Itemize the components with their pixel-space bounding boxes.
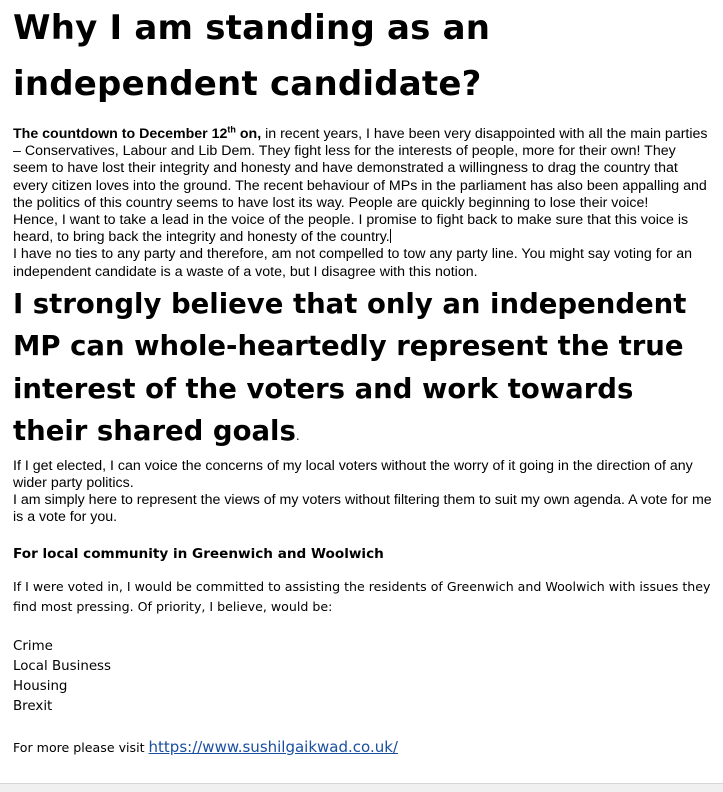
status-bar <box>0 783 723 792</box>
statement-heading: I strongly believe that only an independent MP can whole-heartedly represent the true interest of the voters and work towards their shared goals. <box>13 287 687 448</box>
paragraph-represent: I am simply here to represent the views of my voters without filtering them to suit my own agenda. A vote for me is a vote for you. <box>13 492 712 526</box>
title-line-1: Why I am standing as an <box>13 8 491 48</box>
intro-paragraph <box>13 126 713 212</box>
paragraph-if-elected: If I get elected, I can voice the concerns of my local voters without the worry of it going in the direction of any wider party politics. <box>13 457 693 492</box>
more-info <box>13 737 713 758</box>
title-line-2: independent candidate? <box>13 64 482 104</box>
community-heading: For local community in Greenwich and Woolwich <box>13 545 384 562</box>
community-body: If I were voted in, I would be committed to assisting the residents of Greenwich and Woolwich with issues they find most pressing. Of priority, I believe, would be: <box>13 578 711 614</box>
text-cursor <box>390 229 391 243</box>
page-title <box>13 0 713 112</box>
paragraph-hence: Hence, I want to take a lead in the voice of the people. I promise to fight back to make sure that this voice is heard, to bring back the integrity and honesty of the country. <box>13 212 689 246</box>
paragraph-no-ties: I have no ties to any party and therefore, am not compelled to tow any party line. You might say voting for an independent candidate is a waste of a vote, but I disagree with this notion. <box>13 246 693 280</box>
priority-list <box>13 637 713 717</box>
list-item: Housing <box>13 678 68 694</box>
list-item: Brexit <box>13 698 53 714</box>
more-label: For more please visit <box>13 739 149 755</box>
document-page <box>13 0 713 758</box>
website-link[interactable]: https://www.sushilgaikwad.co.uk/ <box>148 737 398 756</box>
list-item: Crime <box>13 638 53 654</box>
list-item: Local Business <box>13 658 112 674</box>
intro-lead: The countdown to December 12th on, <box>13 124 262 142</box>
intro-rest: in recent years, I have been very disappointed with all the main parties – Conservatives, Labour and Lib Dem. They fight less for the interests of people, more for their own! They seem to have lost their integrity and honesty and have demonstrated a willingness to drag the country that every citizen loves into the ground. The recent behaviour of MPs in the parliament has also been appalling and the politics of this country seems to have lost its way. People are quickly beginning to lose their voice! <box>13 126 708 211</box>
